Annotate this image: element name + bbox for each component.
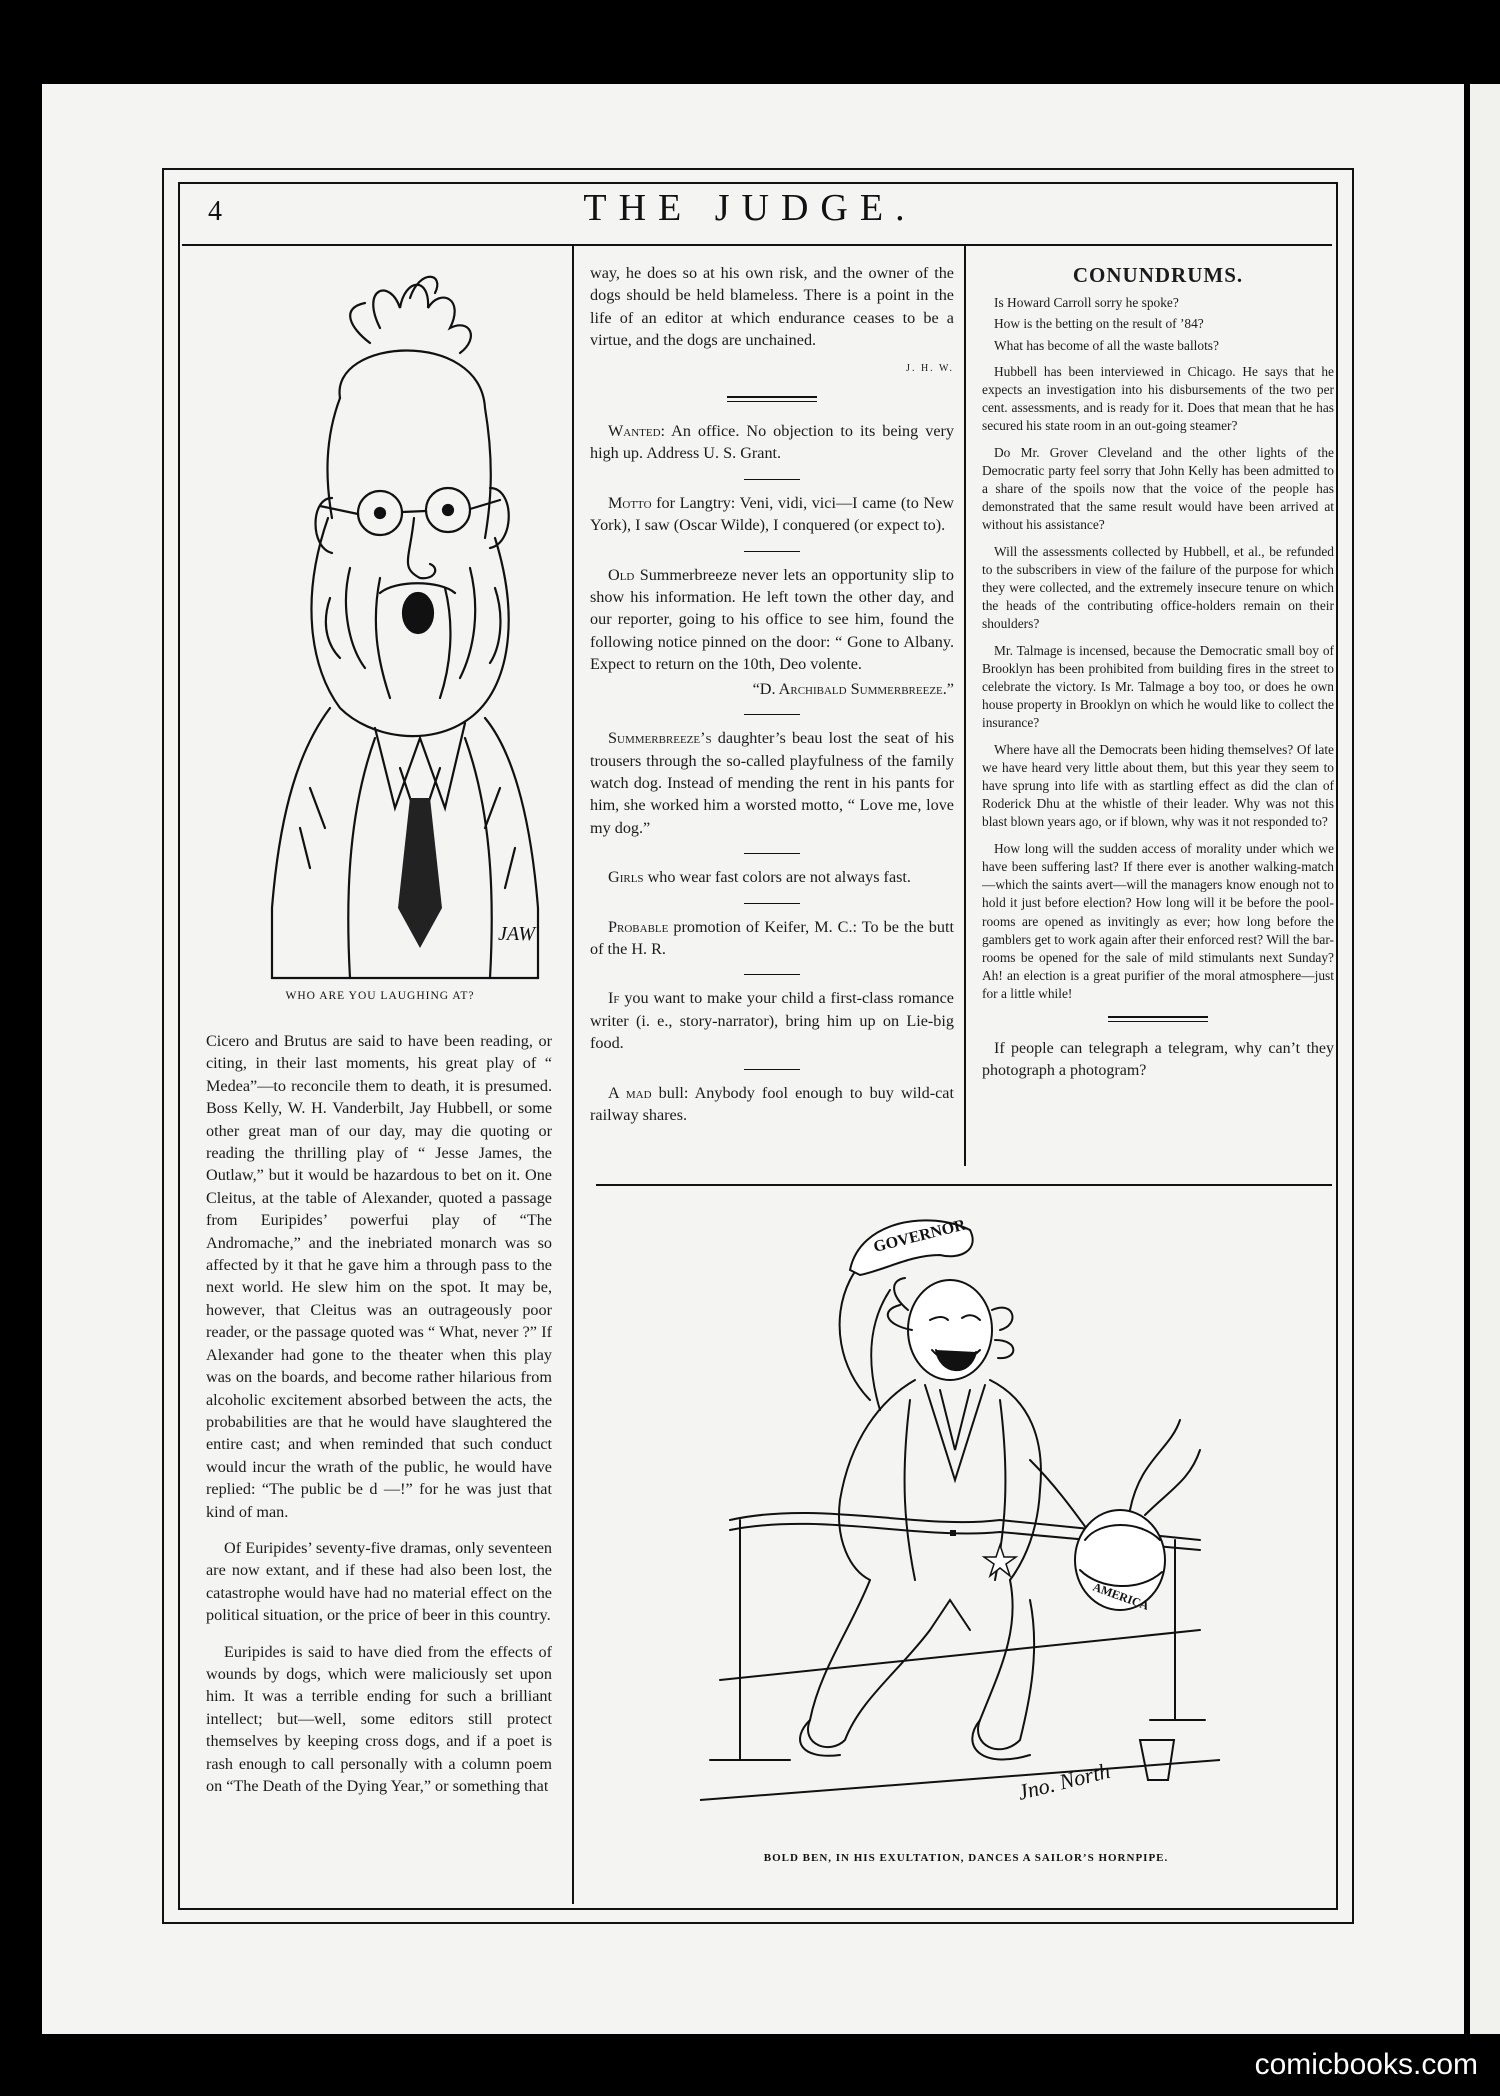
squib: Motto for Langtry: Veni, vidi, vici—I came (to New York), I saw (Oscar Wilde), I conquered (or expect to). [590,493,954,535]
squib: Old Summerbreeze never lets an opportunity slip to show his information. He left town the other day, and our reporter, going to his office to see him, found the following notice pinned on the door: “ Gone to Albany. Expect to return on the 10th, Deo volente. [590,565,954,674]
paragraph: Euripides is said to have died from the effects of wounds by dogs, which were maliciously set upon him. It was a terrible ending for such a brilliant intellect; but—well, some editors still protect themselves by keeping cross dogs, and if a poet is rash enough to call personally with a column poem on “The Death of the Dying Year,” or something that [206,1642,552,1795]
column-rule-3 [572,1166,574,1904]
squib-rule [744,551,800,552]
squib: Probable promotion of Keifer, M. C.: To be the butt of the H. R. [590,917,954,958]
column-rule-1 [572,246,574,1166]
squib-rule [744,479,800,480]
portrait-illustration [270,268,540,988]
squib: Girls who wear fast colors are not always fast. [608,868,911,887]
notice-signature: “D. Archibald Summerbreeze.” [752,679,954,698]
squib: If you want to make your child a first-class romance writer (i. e., story-narrator), bring him up on Lie-big food. [590,989,954,1053]
column-rule-2 [964,246,966,1166]
squib-rule [744,714,800,715]
hat-label: GOVERNOR [871,1216,968,1256]
portrait-artist-signature: JAW [498,923,536,945]
conundrum-paragraph: Do Mr. Grover Cleveland and the other lights of the Democratic party feel sorry that John Kelly has been admitted to a share of the spoils now that the voice of the people has demonstrated that the same result would have been arrived at without his assistance? [982,444,1334,533]
cartoon-top-rule [596,1184,1332,1186]
conundrum-paragraph: Will the assessments collected by Hubbell, et al., be refunded to the subscribers in view of the failure of the purpose for which they were collected, and the extremely insecure tenure on which the heads of the contributing office-holders remain on their shoulders? [982,543,1334,632]
page-number: 4 [208,196,222,227]
column-3-text [982,262,1334,1090]
section-rule [727,396,817,402]
squib: Wanted: An office. No objection to its being very high up. Address U. S. Grant. [590,422,954,463]
closing-joke: If people can telegraph a telegram, why can’t they photograph a photogram? [982,1039,1334,1079]
conundrum-paragraph: How long will the sudden access of morality under which we have been suffering last? If there ever is another walking-match—which the saints avert—will the managers know enough not to hold it just before election? How long will it be before the pool-rooms are opened as invitingly as ever; how long before the gamblers get to work again after their enforced rest? Will the bar-rooms be opened for the sale of mild stimulants next Sunday? Ah! an election is a great purifier of the moral atmosphere—just for a little while! [982,840,1334,1002]
squib-rule [744,903,800,904]
conundrums-title: CONUNDRUMS. [1072,263,1244,287]
masthead-title: THE JUDGE. [583,187,917,229]
column-2-text [590,262,954,1140]
portrait-caption: WHO ARE YOU LAUGHING AT? [285,990,475,1002]
conundrum-paragraph: Hubbell has been interviewed in Chicago. He says that he expects an investigation into his disbursements of the two per cent. assessments, and is ready for it. Does that mean that he has secured his state room in an out-going steamer? [982,363,1334,434]
section-rule [1108,1016,1208,1022]
conundrum-question: How is the betting on the result of ’84? [994,316,1204,332]
squib-rule [744,853,800,854]
squib: A mad bull: Anybody fool enough to buy wild-cat railway shares. [590,1083,954,1124]
conundrum-paragraph: Where have all the Democrats been hiding themselves? Of late we have heard very little about them, but this year they seem to have sprung into life with as startling effect as did the clan of Roderick Dhu at the whistle of their leader. Why was not this blast blown years ago, or if blown, why was it not responded to? [982,741,1334,830]
basket-label: AMERICA [1090,1579,1151,1613]
conundrum-paragraph: Mr. Talmage is incensed, because the Democratic small boy of Brooklyn has been prohibited from building fires in the street to celebrate the victory. Is Mr. Talmage a boy too, or does he own house property in Brooklyn on which he would like to collect the insurance? [982,642,1334,731]
conundrum-question: Is Howard Carroll sorry he spoke? [994,295,1179,311]
page-gutter [1464,84,1470,2034]
squib-rule [744,974,800,975]
squib-rule [744,1069,800,1070]
paragraph: Of Euripides’ seventy-five dramas, only seventeen are now extant, and if these had also been lost, the catastrophe would have had no material effect on the political situation, or the price of beer in this country. [206,1538,552,1625]
header-rule [182,244,1332,246]
author-initials: J. H. W. [906,362,954,374]
cartoon-artist-signature: Jno. North [1015,1757,1113,1805]
conundrum-question: What has become of all the waste ballots? [994,337,1219,353]
column-1-text [206,1030,552,1811]
squib: Summerbreeze’s daughter’s beau lost the seat of his trousers through the so-called playfulness of the family watch dog. Instead of mending the rent in his pants for him, she worked him a worsted motto, “ Love me, love my dog.” [590,729,954,837]
paragraph: way, he does so at his own risk, and the owner of the dogs should be held blameless. There is a point in the life of an editor at which endurance ceases to be a virtue, and the dogs are unchained. [590,264,954,350]
cartoon-caption: BOLD BEN, IN HIS EXULTATION, DANCES A SAILOR’S HORNPIPE. [763,1852,1169,1864]
paragraph: Cicero and Brutus are said to have been reading, or citing, in their last moments, his great play of “ Medea”—to reconcile them to death, it is presumed. Boss Kelly, W. H. Vanderbilt, Jay Hubbell, or some other great man of our day, may die quoting or reading the thrilling play of “ Jesse James, the Outlaw,” but it would be hazardous to bet on it. One Cleitus, at the table of Alexander, quoted a passage from Euripides’ powerfui play of “The Andromache,” and the inebriated monarch was so affected by it that he gave him a through pass to the next world. He slew him on the spot. It may be, however, that Cleitus was an outrageously poor reader, or the passage quoted was “ What, never ?” If Alexander had gone to the theater when this play was on the boards, and become rather hilarious from alcoholic excitement absorbed between the acts, the probabilities are that he would have slaughtered the entire cast; and when reminded that such conduct would incur the wrath of the public, he would have replied: “The public be d —!” for he was just that kind of man. [206,1032,552,1521]
watermark: comicbooks.com [1254,2048,1478,2081]
cartoon-illustration [700,1200,1220,1820]
